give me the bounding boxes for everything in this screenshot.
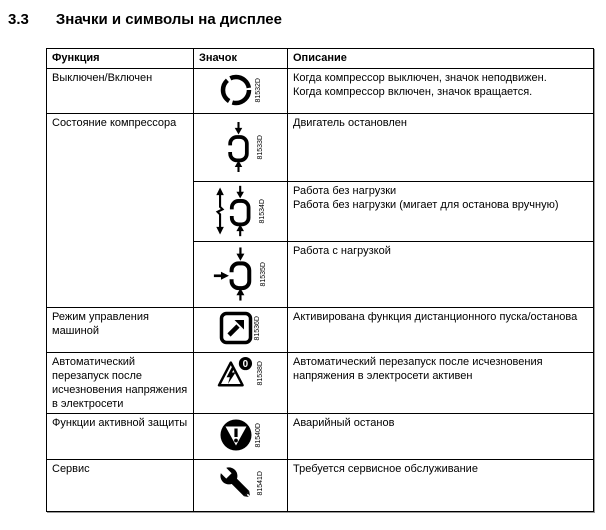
icon-cell — [194, 69, 288, 114]
description-cell — [288, 353, 594, 414]
description-line: Работа без нагрузки (мигает для останова вручную) — [293, 199, 559, 211]
table-row — [47, 460, 594, 512]
function-cell: Сервис — [47, 460, 194, 512]
function-cell: Автоматический перезапуск после исчезновения напряжения в электросети — [47, 353, 194, 414]
description-line: Активирована функция дистанционного пуска/останова — [293, 311, 578, 323]
description-cell — [288, 242, 594, 308]
section-number: 3.3 — [8, 11, 29, 28]
icon-id-label: 81541D — [257, 470, 264, 496]
service-wrench-icon — [216, 463, 256, 503]
description-line: Требуется сервисное обслуживание — [293, 463, 478, 475]
function-cell: Выключен/Включен — [47, 69, 194, 114]
table-row — [47, 69, 594, 114]
description-line: Автоматический перезапуск после исчезновения напряжения в электросети активен — [293, 356, 543, 382]
icon-cell — [194, 308, 288, 353]
description-cell — [288, 182, 594, 242]
power-rotating-circle-icon — [218, 72, 254, 108]
table-row — [47, 414, 594, 460]
icon-cell — [194, 182, 288, 242]
icon-id-label: 81532D — [255, 77, 262, 103]
icon-cell — [194, 242, 288, 308]
description-line: Когда компрессор включен, значок вращается. — [293, 86, 533, 98]
emergency-stop-icon — [218, 417, 254, 453]
description-line: Двигатель остановлен — [293, 117, 408, 129]
auto-restart-voltage-icon — [216, 356, 256, 390]
description-cell — [288, 414, 594, 460]
column-header-description: Описание — [288, 49, 594, 69]
icon-cell — [194, 414, 288, 460]
icon-id-label: 81540D — [255, 422, 262, 448]
motor-stopped-icon — [216, 117, 256, 177]
description-line: Работа без нагрузки — [293, 185, 397, 197]
svg-text:0: 0 — [242, 358, 249, 370]
icon-cell — [194, 353, 288, 414]
table-header-row — [47, 49, 594, 69]
description-line: Аварийный останов — [293, 417, 395, 429]
column-header-icon: Значок — [194, 49, 288, 69]
description-cell — [288, 114, 594, 182]
icon-id-label: 81534D — [259, 198, 266, 224]
icon-id-label: 81538D — [257, 360, 264, 386]
icon-id-label: 81533D — [257, 134, 264, 160]
display-symbols-table — [46, 48, 594, 512]
function-cell: Функции активной защиты — [47, 414, 194, 460]
function-cell: Состояние компрессора — [47, 114, 194, 308]
table-row — [47, 308, 594, 353]
loaded-operation-icon — [213, 245, 259, 303]
icon-cell — [194, 460, 288, 512]
description-cell — [288, 460, 594, 512]
section-title: Значки и символы на дисплее — [55, 11, 282, 28]
description-line: Работа с нагрузкой — [293, 245, 391, 257]
icon-cell — [194, 114, 288, 182]
remote-start-stop-icon — [219, 311, 253, 345]
unloaded-operation-icon — [214, 185, 258, 237]
icon-id-label: 81535D — [260, 261, 267, 287]
description-cell — [288, 308, 594, 353]
table-row — [47, 353, 594, 414]
description-cell — [288, 69, 594, 114]
function-cell: Режим управления машиной — [47, 308, 194, 353]
icon-id-label: 81536D — [254, 315, 261, 341]
page-title — [0, 0, 606, 29]
table-row — [47, 114, 594, 182]
column-header-function: Функция — [47, 49, 194, 69]
description-line: Когда компрессор выключен, значок неподвижен. — [293, 72, 547, 84]
